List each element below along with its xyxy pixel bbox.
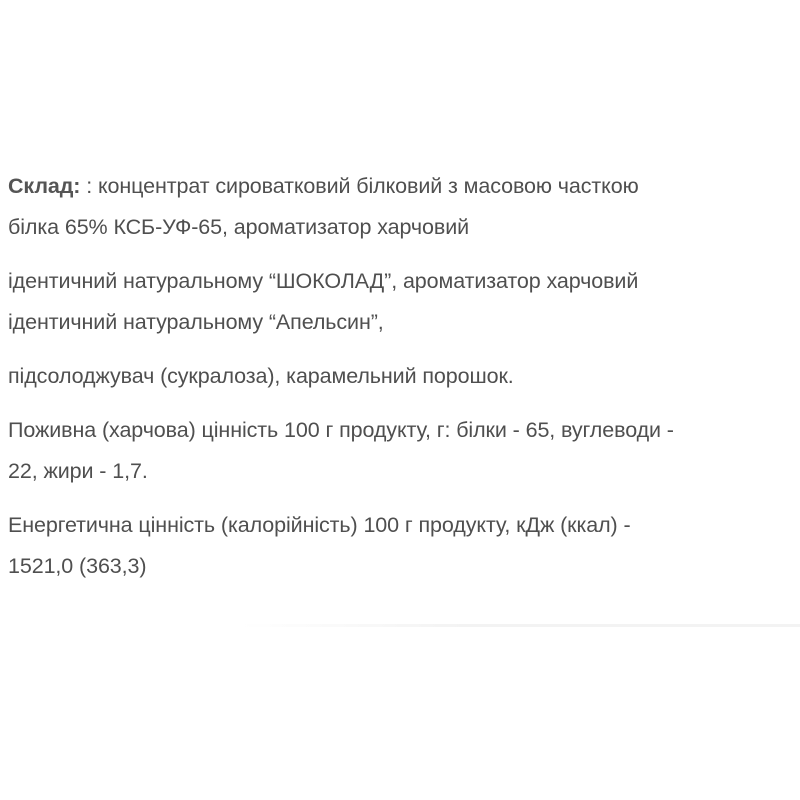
product-description [8, 166, 798, 600]
composition-text-1: : концентрат сироватковий білковий з масовою часткою [80, 174, 639, 198]
flavors-paragraph [8, 261, 798, 343]
bottom-divider [240, 624, 800, 627]
energy-line-1: Енергетична цінність (калорійність) 100 г продукту, кДж (ккал) - [8, 513, 631, 537]
energy-line-2: 1521,0 (363,3) [8, 554, 147, 578]
composition-line-1 [8, 166, 798, 207]
energy-paragraph [8, 505, 798, 587]
nutrition-line-1: Поживна (харчова) цінність 100 г продукту, г: білки - 65, вуглеводи - [8, 418, 674, 442]
composition-paragraph [8, 166, 798, 248]
additives-paragraph [8, 356, 798, 397]
additives-line-1: підсолоджувач (сукралоза), карамельний порошок. [8, 364, 514, 388]
composition-label: Склад: [8, 174, 81, 198]
nutrition-paragraph [8, 410, 798, 492]
flavors-line-1: ідентичний натуральному “ШОКОЛАД”, ароматизатор харчовий [8, 269, 639, 293]
nutrition-line-2: 22, жири - 1,7. [8, 459, 148, 483]
flavors-line-2: ідентичний натуральному “Апельсин”, [8, 310, 384, 334]
composition-line-2: білка 65% КСБ-УФ-65, ароматизатор харчовий [8, 215, 470, 239]
